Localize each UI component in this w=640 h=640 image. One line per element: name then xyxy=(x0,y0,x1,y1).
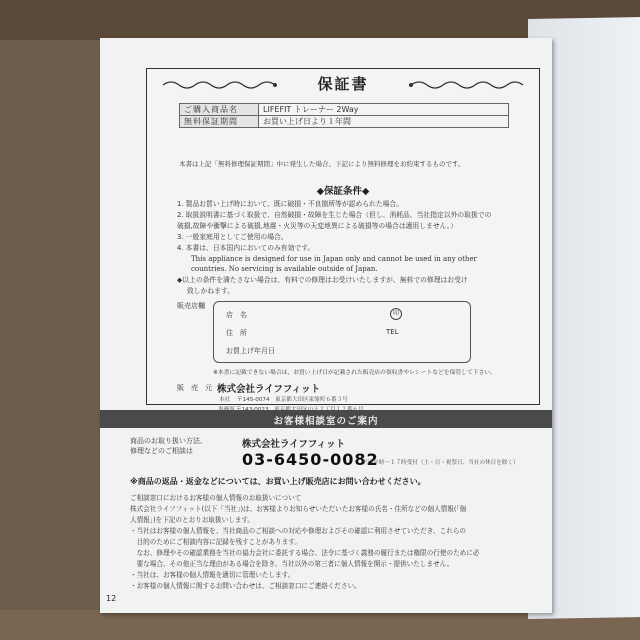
shop-section-label: 販売店欄 xyxy=(177,302,205,310)
condition-3: 3. 一般家庭用としてご使用の場合。 xyxy=(177,233,288,241)
product-label: ご購入商品名 xyxy=(180,104,259,116)
certificate-header xyxy=(147,73,539,95)
privacy-line-9: ・お客様の個人情報に関するお問い合わせは、ご相談窓口にご連絡ください。 xyxy=(130,582,361,590)
privacy-line-3: 人情報」)を下記のとおりお取扱いします。 xyxy=(130,516,255,524)
privacy-line-5: 目的のためにご相談内容に記録を残すことがあります。 xyxy=(130,538,301,546)
ornament-right-icon xyxy=(407,78,525,92)
seller-company: 株式会社ライフフィット xyxy=(217,384,321,395)
consultation-header-bar xyxy=(100,410,552,428)
hq-address: 〒145-0074 東京都大田区東嶺町６番３号 xyxy=(237,397,348,403)
warranty-intro: 本書は上記「無料修理保証期間」中に発生した場合、下記により無料修理をお約束するものです。 xyxy=(179,160,465,168)
privacy-line-8: ・当社は、お客様の個人情報を適切に管理いたします。 xyxy=(130,571,295,579)
consultation-company: 株式会社ライフフィット xyxy=(242,439,346,450)
condition-2: 2. 取扱説明書に基づく取扱で、自然破損・故障を生じた場合（但し、消耗品、当社指定以外の取扱での xyxy=(177,211,492,219)
certificate-title: 保証書 xyxy=(317,75,369,93)
inquiry-line-2: 修理などのご相談は xyxy=(130,447,193,455)
exclusion-line-1: ◆以上の条件を満たさない場合は、有料での修理はお受けいたしますが、無料での修理はお受け xyxy=(177,276,468,284)
returns-note: ※商品の返品・返金などについては、お買い上げ販売店にお問い合わせください。 xyxy=(130,477,426,486)
condition-2-cont: 破損,故障や衝撃による破損,地震・火災等の天変地異による破損等の場合は適用しません。） xyxy=(177,222,457,230)
condition-1: 1. 製品お買い上げ時において、既に破損・不良箇所等が認められた場合。 xyxy=(177,200,404,208)
ornament-left-icon xyxy=(161,78,279,92)
seal-mark: 印 xyxy=(390,308,402,320)
period-value: お買い上げ日より１年間 xyxy=(259,116,509,128)
privacy-line-6: なお、修理やその確認業務を当社の協力会社に委託する場合、法令に基づく義務の履行または権限の行使のために必 xyxy=(130,549,480,557)
exclusion-line-2: 致しかねます。 xyxy=(187,287,235,295)
hq-label: 本社 xyxy=(219,397,231,403)
english-note-2: countries. No servicing is available outside of Japan. xyxy=(191,265,378,273)
page-number: 12 xyxy=(106,594,117,603)
privacy-line-1: ご相談窓口におけるお客様の個人情報のお取扱いについて xyxy=(130,494,302,502)
english-note-1: This appliance is designed for use in Japan only and cannot be used in any other xyxy=(191,255,477,263)
shop-name-label: 店 名 xyxy=(226,311,247,319)
privacy-line-4: ・当社はお客様の個人情報を、当社商品のご相談への対応や修理およびその確認に利用させていただき、これらの xyxy=(130,527,467,535)
tel-label: TEL xyxy=(386,328,399,336)
warranty-certificate xyxy=(146,68,540,405)
manual-page xyxy=(100,38,552,613)
shop-entry-box xyxy=(213,301,471,363)
phone-hours: 平日９時～１７時受付（土・日・祝祭日、当社の休日を除く） xyxy=(362,460,519,466)
privacy-line-2: 株式会社ライフフィット(以下「当社」)は、お客様よりお知らせいただいたお客様の氏名・住所などの個人情報(「個 xyxy=(130,505,467,513)
condition-4: 4. 本書は、日本国内においてのみ有効です。 xyxy=(177,244,315,252)
consultation-title: お客様相談室のご案内 xyxy=(273,416,379,427)
shop-address-label: 住 所 xyxy=(226,329,247,337)
seller-label: 販 売 元 xyxy=(177,384,212,392)
conditions-title: ◆保証条件◆ xyxy=(316,186,370,197)
period-label: 無料保証期間 xyxy=(180,116,259,128)
inquiry-line-1: 商品のお取り扱い方法、 xyxy=(130,437,207,445)
product-info-table xyxy=(179,103,509,128)
phone-number: 03-6450-0082 xyxy=(242,450,379,469)
receipt-note: ※本書に記載できない場合は、お買い上げ日が記載された販売店の領収書やレシートなどを保管して下さい。 xyxy=(213,370,496,376)
product-value: LIFEFIT トレーナー 2Way xyxy=(259,104,509,116)
purchase-date-label: お買上げ年月日 xyxy=(226,347,275,355)
privacy-line-7: 要な場合、その他正当な理由がある場合を除き、当社以外の第三者に個人情報を開示・提供いたしません。 xyxy=(130,560,454,568)
